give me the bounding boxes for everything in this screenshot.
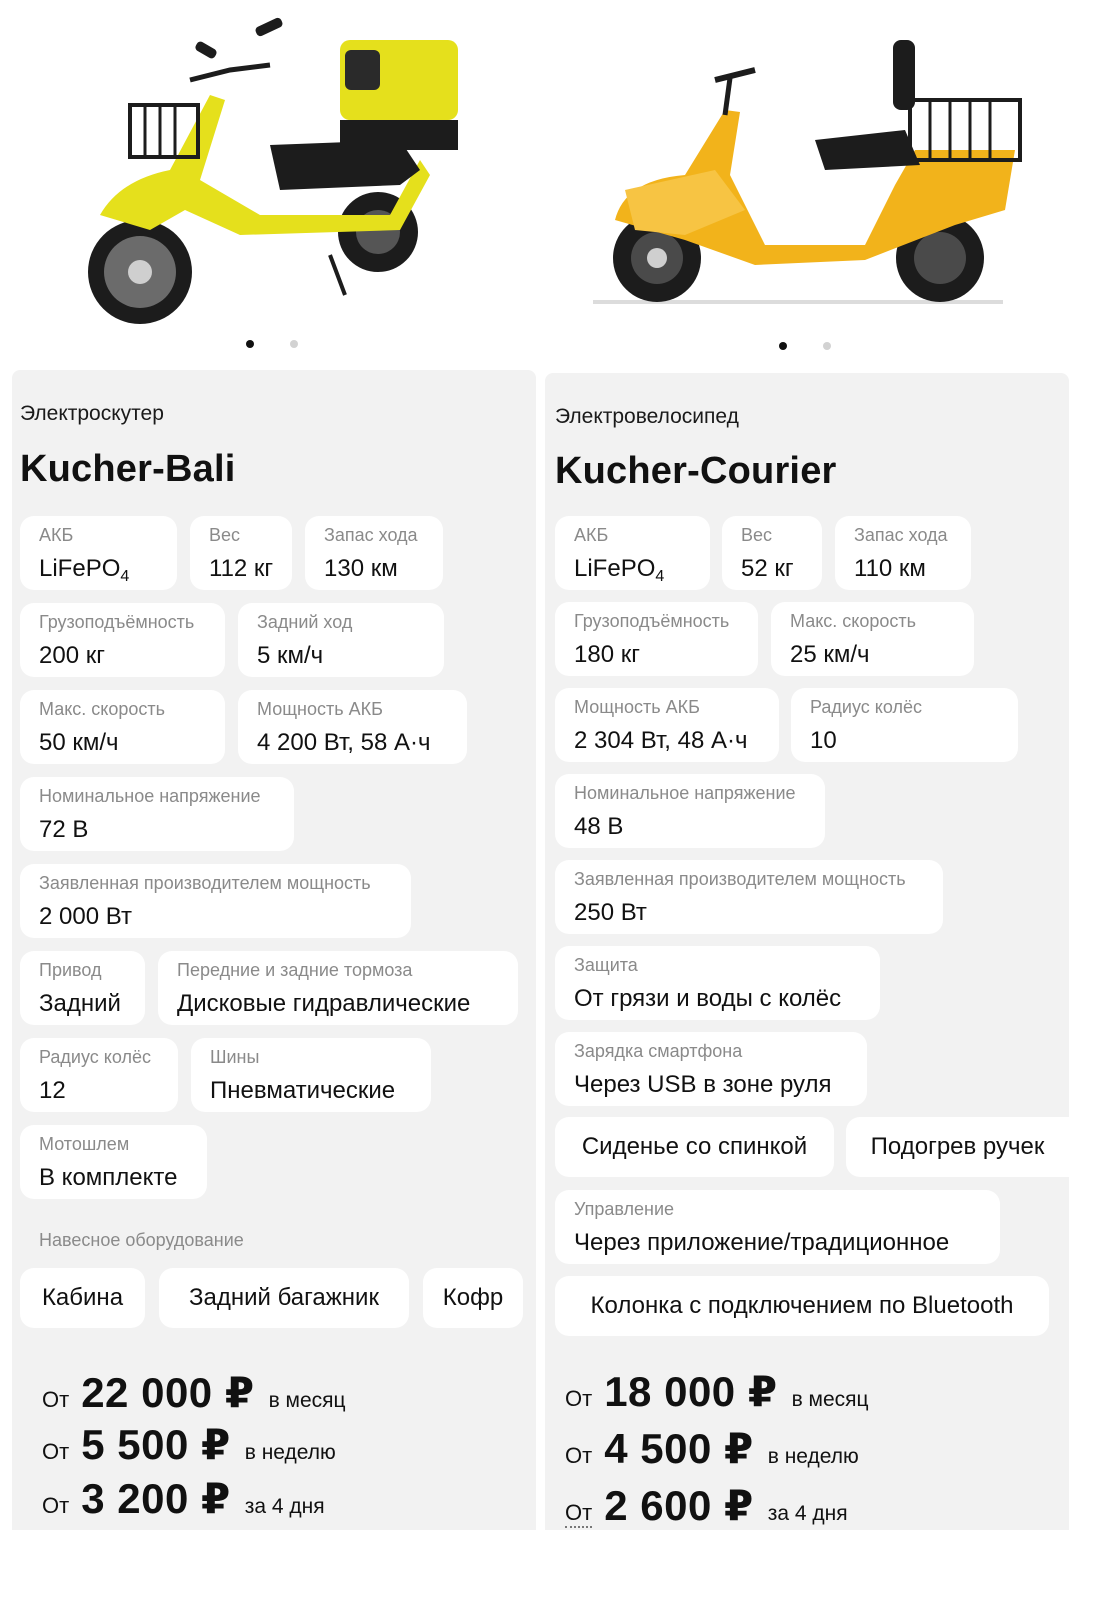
product-card-bali [12,370,536,1530]
spec-declared-power: Заявленная производителем мощность 250 Вт [555,860,943,934]
equipment-chip-cabin[interactable]: Кабина [20,1268,145,1328]
price-4-days: От 3 200 ₽ за 4 дня [42,1475,325,1522]
product-type: Электровелосипед [555,405,739,428]
spec-tires: Шины Пневматические [191,1038,431,1112]
feature-chip-bluetooth-speaker[interactable]: Колонка с подключением по Bluetooth [555,1276,1049,1336]
carousel-dots [246,340,298,348]
spec-weight: Вес 112 кг [190,516,292,590]
spec-protection: Защита От грязи и воды с колёс [555,946,880,1020]
product-photo-bali[interactable] [0,0,540,370]
spec-akb: АКБ LiFePO$_4$ [20,516,177,590]
carousel-dot-2[interactable] [823,342,831,350]
spec-max-speed: Макс. скорость 25 км/ч [771,602,974,676]
spec-voltage: Номинальное напряжение 48 В [555,774,825,848]
spec-max-speed: Макс. скорость 50 км/ч [20,690,225,764]
spec-voltage: Номинальное напряжение 72 В [20,777,294,851]
spec-wheel-radius: Радиус колёс 10 [791,688,1018,762]
spec-drive: Привод Задний [20,951,145,1025]
product-card-courier [545,373,1069,1530]
spec-range: Запас хода 110 км [835,516,971,590]
product-photo-courier[interactable] [565,0,1105,370]
carousel-dot-1[interactable] [779,342,787,350]
price-week: От 5 500 ₽ в неделю [42,1421,336,1468]
equipment-label: Навесное оборудование [39,1230,244,1250]
carousel-dots [779,342,831,350]
spec-declared-power: Заявленная производителем мощность 2 000 Вт [20,864,411,938]
spec-reverse: Задний ход 5 км/ч [238,603,444,677]
spec-payload: Грузоподъёмность 180 кг [555,602,758,676]
equipment-chip-case[interactable]: Кофр [423,1268,523,1328]
spec-charging: Зарядка смартфона Через USB в зоне руля [555,1032,867,1106]
price-4-days: От 2 600 ₽ за 4 дня [565,1482,848,1529]
spec-payload: Грузоподъёмность 200 кг [20,603,225,677]
price-month: От 22 000 ₽ в месяц [42,1369,346,1416]
spec-akb: АКБ LiFePO$_4$ [555,516,710,590]
product-name: Kucher-Bali [20,448,236,490]
spec-battery-power: Мощность АКБ 2 304 Вт, 48 А·ч [555,688,779,762]
spec-wheel-radius: Радиус колёс 12 [20,1038,178,1112]
spec-weight: Вес 52 кг [722,516,822,590]
spec-battery-power: Мощность АКБ 4 200 Вт, 58 А·ч [238,690,467,764]
spec-helmet: Мотошлем В комплекте [20,1125,207,1199]
feature-chip-heated-grips[interactable]: Подогрев ручек [846,1117,1069,1177]
scooter-bali-image [0,0,540,340]
equipment-chip-rear-rack[interactable]: Задний багажник [159,1268,409,1328]
product-name: Kucher-Courier [555,450,837,492]
spec-brakes: Передние и задние тормоза Дисковые гидравлические [158,951,518,1025]
price-week: От 4 500 ₽ в неделю [565,1425,859,1472]
carousel-dot-2[interactable] [290,340,298,348]
price-month: От 18 000 ₽ в месяц [565,1368,869,1415]
spec-control: Управление Через приложение/традиционное [555,1190,1000,1264]
carousel-dot-1[interactable] [246,340,254,348]
spec-range: Запас хода 130 км [305,516,443,590]
bike-courier-image [565,0,1105,340]
product-type: Электроскутер [20,402,164,425]
feature-chip-seat-backrest[interactable]: Сиденье со спинкой [555,1117,834,1177]
